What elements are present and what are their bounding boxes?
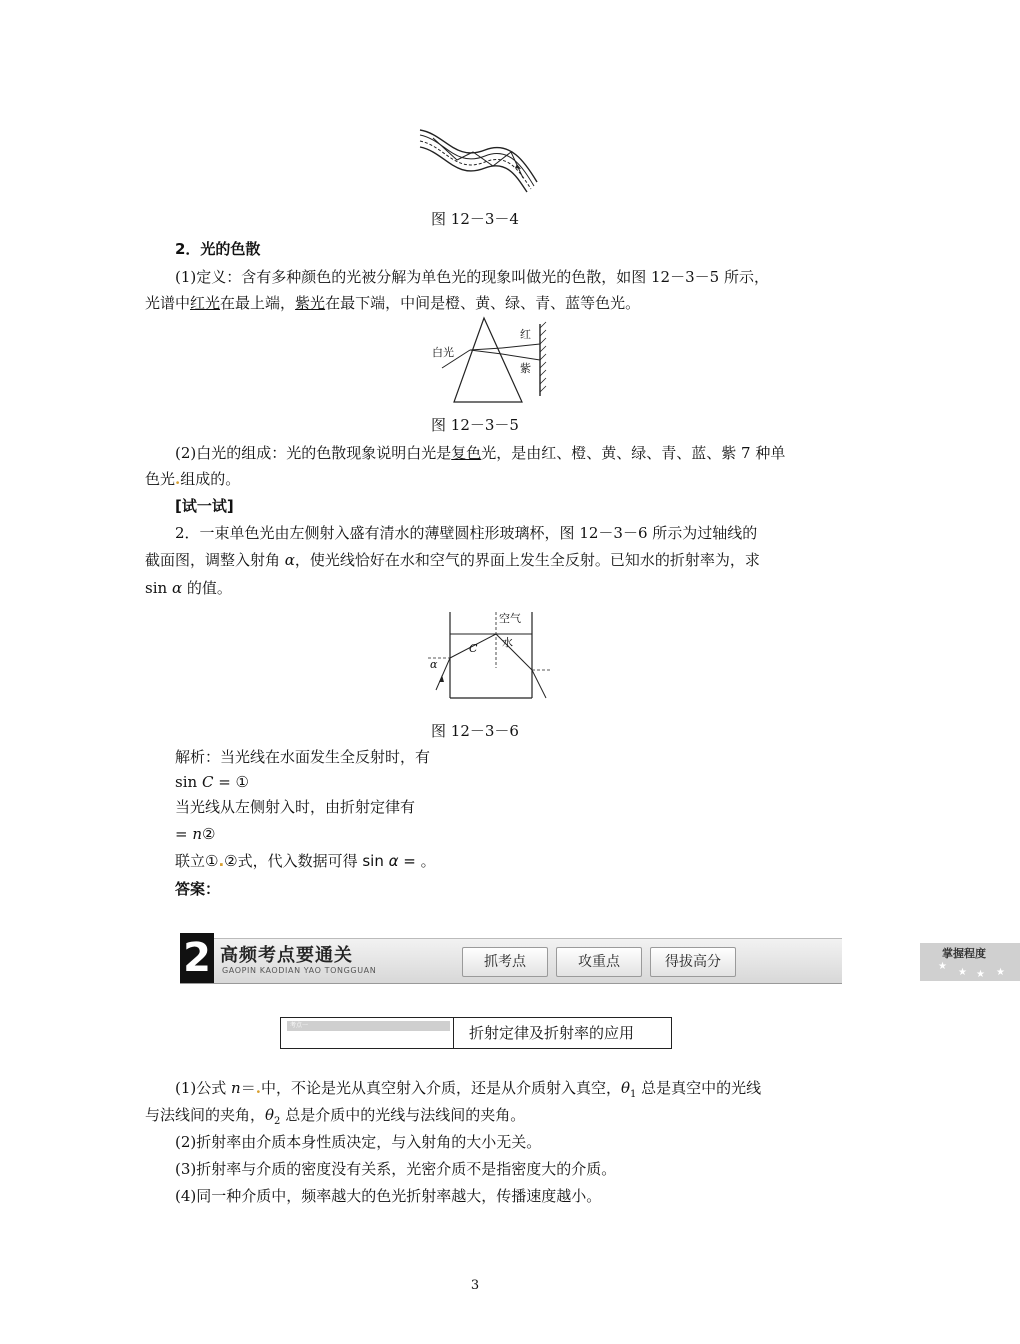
question-line-3 (145, 577, 232, 599)
white-light-label: 白光 (432, 346, 454, 359)
mark-dot: . (175, 470, 181, 488)
theta-symbol: θ (265, 1106, 275, 1124)
section-heading: 2．光的色散 (175, 240, 261, 258)
point-2: (2)折射率由介质本身性质决定，与入射角的大小无关。 (175, 1133, 542, 1151)
topic-box (280, 1017, 672, 1049)
topic-title: 折射定律及折射率的应用 (469, 1024, 635, 1042)
grasp-points-button[interactable]: 抓考点 (462, 947, 548, 977)
definition-line-2 (145, 292, 640, 314)
solution-line-4 (175, 823, 215, 845)
figure-caption: 图 12－3－6 (431, 722, 519, 740)
text: = 。 (398, 852, 436, 870)
text: ，使光线恰好在水和空气的界面上发生全反射。已知水的折射率为，求 (294, 551, 760, 569)
page-number: 3 (470, 1278, 480, 1293)
alpha-symbol: α (284, 551, 295, 569)
text: sin (175, 773, 202, 791)
text: 截面图，调整入射角 (145, 551, 285, 569)
alpha-symbol: α (171, 579, 183, 597)
figure-caption: 图 12－3－4 (431, 210, 519, 228)
red-light-term: 红光 (190, 294, 221, 312)
composition-line-1 (175, 442, 785, 464)
point-4: (4)同一种介质中，频率越大的色光折射率越大，传播速度越小。 (175, 1187, 602, 1205)
n-symbol: n (231, 1079, 241, 1097)
tryit-heading: [试一试] (175, 497, 234, 515)
text: 光谱中 (145, 294, 191, 312)
text: sin (145, 579, 172, 597)
fiber-figure (415, 122, 540, 194)
text: 与法线间的夹角， (145, 1106, 266, 1124)
air-label: 空气 (499, 612, 521, 625)
high-score-button[interactable]: 得拔高分 (650, 947, 736, 977)
text: 联立① (175, 852, 219, 870)
subscript: 1 (630, 1089, 637, 1100)
solution-line-5 (175, 850, 436, 872)
prism-figure (432, 316, 554, 404)
solution-line-1: 解析：当光线在水面发生全反射时，有 (175, 748, 431, 766)
c-symbol: C (201, 773, 214, 791)
text: ＝ (240, 1079, 256, 1097)
text: (2)白光的组成：光的色散现象说明白光是 (175, 444, 452, 462)
point-1-line-1 (175, 1077, 761, 1106)
key-points-button[interactable]: 攻重点 (556, 947, 642, 977)
water-label: 水 (502, 636, 513, 649)
figure-caption: 图 12－3－5 (431, 416, 519, 434)
critical-angle-label: C (469, 642, 478, 655)
topic-divider (453, 1018, 454, 1048)
alpha-symbol: α (388, 852, 399, 870)
theta-symbol: θ (620, 1079, 630, 1097)
star-icon: ★ (996, 967, 1005, 978)
composition-line-2 (145, 468, 240, 490)
text: 总是真空中的光线 (636, 1079, 762, 1097)
banner-number: 2 (180, 933, 214, 983)
alpha-label: α (430, 658, 438, 671)
banner-subtitle: GAOPIN KAODIAN YAO TONGGUAN (222, 966, 377, 975)
star-icon: ★ (938, 961, 947, 972)
topic-tag: 考点一 (287, 1021, 450, 1031)
mastery-panel (920, 943, 1020, 981)
red-label: 红 (520, 328, 531, 341)
mastery-label: 掌握程度 (942, 947, 986, 960)
text: (1)公式 (175, 1079, 232, 1097)
solution-line-3: 当光线从左侧射入时，由折射定律有 (175, 798, 416, 816)
mark-dot: . (255, 1079, 261, 1097)
text: 的值。 (182, 579, 232, 597)
star-icon: ★ (976, 969, 985, 980)
mark-dot: . (218, 852, 225, 870)
text: 色光 (145, 470, 176, 488)
text: 总是介质中的光线与法线间的夹角。 (280, 1106, 526, 1124)
text: 在最上端， (220, 294, 296, 312)
text: ②式，代入数据可得 sin (224, 852, 389, 870)
cup-figure (422, 608, 554, 710)
violet-light-term: 紫光 (295, 294, 326, 312)
text: 在最下端，中间是橙、黄、绿、青、蓝等色光。 (325, 294, 641, 312)
question-line-2 (145, 549, 760, 571)
text: = ① (213, 773, 249, 791)
n-symbol: n (192, 825, 203, 843)
answer-label: 答案： (175, 880, 221, 898)
text: 光，是由红、橙、黄、绿、青、蓝、紫 7 种单 (481, 444, 786, 462)
section-banner (180, 935, 1005, 984)
point-3: (3)折射率与介质的密度没有关系，光密介质不是指密度大的介质。 (175, 1160, 617, 1178)
point-1-line-2 (145, 1104, 525, 1133)
subscript: 2 (274, 1116, 281, 1127)
text: 组成的。 (180, 470, 241, 488)
text: = (175, 825, 193, 843)
compound-light-term: 复色 (451, 444, 482, 462)
solution-line-2 (175, 771, 249, 793)
question-line-1: 2．一束单色光由左侧射入盛有清水的薄壁圆柱形玻璃杯，图 12－3－6 所示为过轴线的 (175, 524, 758, 542)
star-icon: ★ (958, 967, 967, 978)
text: 中，不论是光从真空射入介质，还是从介质射入真空， (260, 1079, 621, 1097)
violet-label: 紫 (520, 362, 531, 375)
definition-line-1: (1)定义：含有多种颜色的光被分解为单色光的现象叫做光的色散，如图 12－3－5 所示， (175, 268, 769, 286)
banner-title: 高频考点要通关 (220, 945, 353, 966)
text: ② (202, 825, 216, 843)
